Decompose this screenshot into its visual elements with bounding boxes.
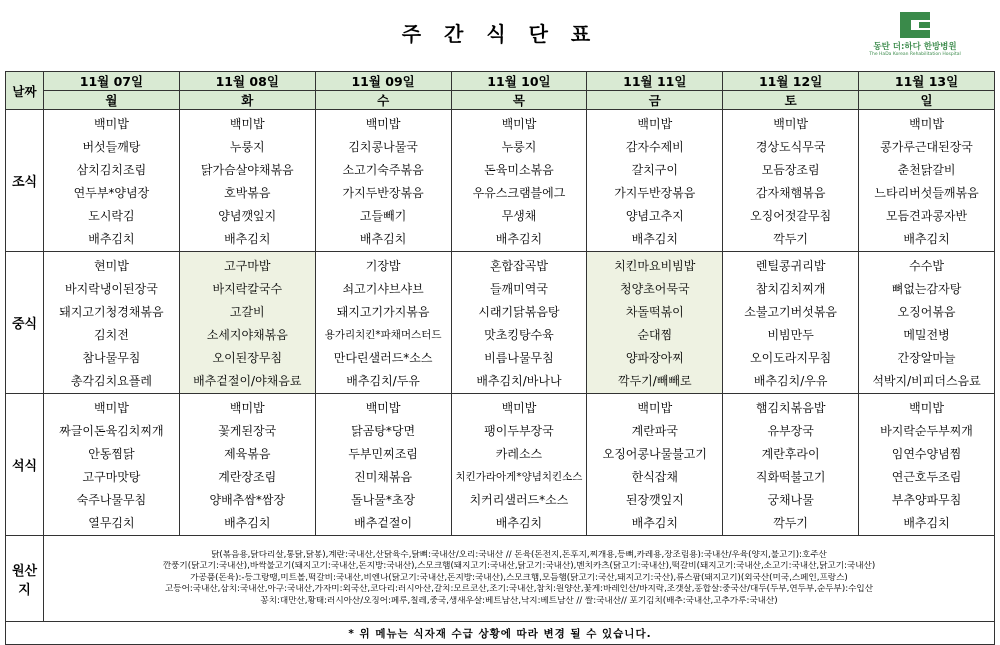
menu-item: 오징어젓갈무침	[750, 209, 832, 223]
menu-item: 닭가슴살야채볶음	[200, 163, 294, 177]
menu-item: 짜글이돈육김치찌개	[59, 424, 164, 438]
menu-item: 들깨미역국	[489, 282, 548, 296]
dinner-menu-cell	[451, 394, 587, 536]
menu-item: 두부민찌조림	[348, 447, 418, 461]
menu-item: 꽃게된장국	[218, 424, 277, 438]
menu-item: 돼지고기청경채볶음	[59, 305, 164, 319]
menu-item: 닭곰탕*당면	[351, 424, 416, 438]
menu-item: 소세지야채볶음	[206, 328, 288, 342]
menu-item: 백미밥	[94, 401, 129, 415]
menu-item: 오징어볶음	[897, 305, 956, 319]
menu-item: 백미밥	[909, 117, 944, 131]
menu-item: 배추김치	[224, 232, 271, 246]
menu-item: 양배추쌈*쌈장	[209, 493, 286, 507]
menu-item: 참치김치찌개	[755, 282, 826, 296]
menu-item: 모듬견과콩자반	[885, 209, 968, 223]
menu-item: 고구마맛탕	[82, 470, 141, 484]
notice-row	[6, 622, 995, 645]
dinner-row	[6, 394, 995, 536]
breakfast-menu-cell	[179, 110, 315, 252]
menu-item: 양파장아찌	[625, 351, 684, 365]
menu-item: 백미밥	[637, 401, 673, 415]
menu-item: 배추김치/우유	[753, 374, 828, 388]
menu-item: 바지락순두부찌개	[880, 424, 973, 438]
dinner-menu-cell	[44, 394, 180, 536]
menu-item: 메밀전병	[903, 328, 950, 342]
menu-item: 계란장조림	[218, 470, 277, 484]
menu-item: 팽이두부장국	[484, 424, 554, 438]
menu-item: 배추김치	[631, 232, 678, 246]
menu-item: 배추김치	[224, 516, 271, 530]
origin-label: 원산지	[6, 536, 44, 622]
menu-item: 배추김치	[88, 232, 135, 246]
menu-item: 양념깻잎지	[218, 209, 277, 223]
menu-item: 계란후라이	[761, 447, 820, 461]
dinner-menu-cell	[723, 394, 859, 536]
menu-item: 백미밥	[501, 401, 537, 415]
menu-item: 청양초어묵국	[620, 282, 690, 296]
menu-item: 백미밥	[94, 117, 129, 131]
breakfast-menu-cell	[44, 110, 180, 252]
origin-line: 닭(볶음용,닭다리살,통닭,닭봉),계란:국내산,산닭육수,닭뼈:국내산/오리:국내산 // 돈육(돈전지,돈후지,찌개용,등뼈,카레용,장조림용):국내산/우육(양지,불고기):호주산	[211, 549, 827, 560]
date-cell: 11월 07일	[44, 72, 180, 91]
menu-item: 소불고기버섯볶음	[744, 305, 838, 319]
lunch-menu-cell	[315, 252, 451, 394]
menu-item: 경상도식무국	[755, 140, 826, 154]
menu-item: 깍두기	[773, 232, 809, 246]
breakfast-row	[6, 110, 995, 252]
menu-item: 직화떡불고기	[755, 470, 826, 484]
date-cell: 11월 11일	[587, 72, 723, 91]
menu-item: 삼치김치조림	[76, 163, 147, 177]
menu-item: 현미밥	[94, 259, 129, 273]
menu-item: 누룽지	[229, 140, 265, 154]
origin-line: 깐풍기(닭고기:국내산),바싹불고기(돼지고기:국내산,돈지방:국내산),스모크햄(돼지고기:국내산,닭고기:국내산),멘치카츠(닭고기:국내산),떡갈비(돼지고기:국내산,소고기:국내산,닭고기:국내산)	[162, 561, 876, 572]
date-row	[6, 72, 995, 91]
menu-item: 햄김치볶음밥	[755, 401, 826, 415]
menu-item: 배추김치	[631, 516, 678, 530]
menu-item: 석박지/비피더스음료	[872, 374, 981, 388]
dinner-menu-cell	[859, 394, 995, 536]
hospital-subtitle: The HaDa Korean Rehabilitation Hospital	[869, 52, 961, 57]
menu-item: 열무김치	[88, 516, 135, 530]
date-cell: 11월 09일	[315, 72, 451, 91]
menu-item: 백미밥	[229, 401, 265, 415]
menu-item: 수수밥	[909, 259, 944, 273]
lunch-menu-cell	[859, 252, 995, 394]
menu-item: 오이된장무침	[212, 351, 283, 365]
breakfast-menu-cell	[315, 110, 451, 252]
menu-item: 용가리치킨*파채머스터드	[324, 329, 442, 341]
hospital-logo-icon	[900, 12, 930, 38]
origin-info	[44, 536, 995, 622]
menu-item: 참나물무침	[82, 351, 141, 365]
lunch-label: 중식	[6, 252, 44, 394]
menu-item: 궁채나물	[767, 493, 814, 507]
menu-item: 돌나물*초장	[351, 493, 416, 507]
hospital-name: 동탄 더:하다 한방병원	[873, 42, 957, 52]
origin-line: 고등어:국내산,삼치:국내산,아구:국내산,가자미:외국산,코다리:러시아산,갈치:모르코산,조기:국내산,참치:원양산,꽃게:바레인산/바지락,조갯살,홍합살:중국산/대두(두부,연두부,순두부):수입산	[164, 584, 874, 595]
date-cell: 11월 10일	[451, 72, 587, 91]
menu-item: 양념고추지	[625, 209, 684, 223]
menu-item: 차돌떡볶이	[625, 305, 684, 319]
menu-item: 맛초킹탕수육	[484, 328, 554, 342]
lunch-menu-cell	[179, 252, 315, 394]
menu-item: 배추겉절이	[354, 516, 413, 530]
weekly-menu-table	[5, 71, 995, 645]
weekday-row	[6, 91, 995, 110]
menu-item: 시래기닭볶음탕	[478, 305, 560, 319]
menu-item: 한식잡채	[631, 470, 678, 484]
breakfast-menu-cell	[451, 110, 587, 252]
menu-item: 오징어콩나물불고기	[602, 447, 707, 461]
menu-item: 감자수제비	[625, 140, 684, 154]
menu-item: 총각김치요플레	[70, 374, 152, 388]
menu-item: 도시락김	[88, 209, 135, 223]
page-title: 주 간 식 단 표	[401, 22, 599, 46]
weekday-cell: 월	[44, 91, 180, 110]
menu-item: 돼지고기가지볶음	[336, 305, 430, 319]
menu-item: 배추김치/두유	[346, 374, 420, 388]
lunch-menu-cell	[723, 252, 859, 394]
menu-item: 치킨가라아게*양념치킨소스	[455, 471, 583, 483]
menu-item: 모듬장조림	[761, 163, 820, 177]
menu-item: 배추김치	[495, 232, 543, 246]
menu-item: 춘천닭갈비	[897, 163, 956, 177]
menu-item: 가지두반장볶음	[342, 186, 424, 200]
weekday-cell: 토	[723, 91, 859, 110]
menu-item: 백미밥	[637, 117, 673, 131]
menu-item: 바지락칼국수	[212, 282, 283, 296]
menu-item: 버섯들깨탕	[82, 140, 141, 154]
menu-item: 누룽지	[501, 140, 537, 154]
breakfast-menu-cell	[859, 110, 995, 252]
menu-item: 계란파국	[631, 424, 678, 438]
dinner-menu-cell	[587, 394, 723, 536]
dinner-menu-cell	[315, 394, 451, 536]
menu-item: 고들빼기	[359, 209, 407, 223]
menu-item: 김치전	[94, 328, 129, 342]
menu-item: 비름나물무침	[484, 351, 554, 365]
menu-item: 갈치구이	[631, 163, 678, 177]
menu-item: 기장밥	[365, 259, 401, 273]
menu-item: 순대찜	[637, 328, 673, 342]
menu-item: 백미밥	[365, 117, 401, 131]
menu-item: 간장알마늘	[897, 351, 956, 365]
menu-item: 안동찜닭	[88, 447, 135, 461]
menu-item: 배추김치	[359, 232, 407, 246]
menu-item: 우유스크램블에그	[472, 186, 566, 200]
dinner-menu-cell	[179, 394, 315, 536]
menu-item: 느타리버섯들깨볶음	[874, 186, 979, 200]
menu-item: 카레소스	[495, 447, 543, 461]
menu-item: 연두부*양념장	[73, 186, 150, 200]
menu-item: 백미밥	[365, 401, 401, 415]
menu-item: 렌틸콩귀리밥	[755, 259, 826, 273]
weekday-cell: 금	[587, 91, 723, 110]
origin-row	[6, 536, 995, 622]
breakfast-menu-cell	[587, 110, 723, 252]
menu-item: 깍두기	[773, 516, 809, 530]
menu-item: 치킨마요비빔밥	[614, 259, 696, 273]
menu-item: 유부장국	[767, 424, 814, 438]
menu-item: 배추김치	[903, 516, 950, 530]
lunch-menu-cell	[587, 252, 723, 394]
menu-item: 고구마밥	[224, 259, 271, 273]
menu-item: 된장깻잎지	[625, 493, 684, 507]
weekday-cell: 수	[315, 91, 451, 110]
weekday-cell: 일	[859, 91, 995, 110]
menu-item: 배추겉절이/야채음료	[193, 374, 302, 388]
date-cell: 11월 08일	[179, 72, 315, 91]
date-cell: 11월 12일	[723, 72, 859, 91]
dinner-label: 석식	[6, 394, 44, 536]
origin-line: 꽁치:대만산,황태:러시아산/오징어:페루,칠레,중국,생새우살:베트남산,낙지:베트남산 // 쌀:국내산// 포기김치(배추:국내산,고추가루:국내산)	[260, 595, 778, 606]
date-cell: 11월 13일	[859, 72, 995, 91]
menu-item: 콩가루근대된장국	[880, 140, 973, 154]
origin-line: 가공품(돈육):-등그랑땡,미트볼,떡갈비:국내산,비엔나(닭고기:국내산,돈지방:국내산),스모크햄,모듬햄(닭고기:국산,돼지고기:국산),류스팜(돼지고기)(외국산(미국,스페인,프랑스)	[190, 572, 848, 583]
weekday-cell: 목	[451, 91, 587, 110]
menu-item: 배추김치	[903, 232, 950, 246]
menu-item: 무생채	[501, 209, 537, 223]
menu-item: 백미밥	[909, 401, 944, 415]
menu-item: 뼈없는감자탕	[891, 282, 962, 296]
breakfast-label: 조식	[6, 110, 44, 252]
lunch-row	[6, 252, 995, 394]
menu-item: 호박볶음	[224, 186, 271, 200]
menu-item: 비빔만두	[767, 328, 814, 342]
date-label: 날짜	[6, 72, 44, 110]
menu-item: 오이도라지무침	[750, 351, 832, 365]
menu-item: 배추김치	[495, 516, 543, 530]
menu-item: 돈육미소볶음	[484, 163, 554, 177]
menu-item: 김치콩나물국	[348, 140, 418, 154]
menu-item: 백미밥	[773, 117, 809, 131]
menu-item: 진미채볶음	[354, 470, 413, 484]
menu-item: 치커리샐러드*소스	[469, 493, 569, 507]
menu-item: 감자채햄볶음	[755, 186, 826, 200]
lunch-menu-cell	[451, 252, 587, 394]
menu-item: 임연수양념찜	[891, 447, 962, 461]
menu-item: 숙주나물무침	[76, 493, 147, 507]
weekday-cell: 화	[179, 91, 315, 110]
menu-item: 만다린샐러드*소스	[333, 351, 433, 365]
menu-item: 혼합잡곡밥	[489, 259, 548, 273]
menu-item: 바지락냉이된장국	[65, 282, 158, 296]
lunch-menu-cell	[44, 252, 180, 394]
menu-item: 제육볶음	[224, 447, 271, 461]
menu-item: 백미밥	[229, 117, 265, 131]
breakfast-menu-cell	[723, 110, 859, 252]
menu-item: 연근호두조림	[891, 470, 962, 484]
menu-item: 가지두반장볶음	[614, 186, 696, 200]
hospital-logo	[860, 12, 970, 57]
menu-item: 소고기숙주볶음	[342, 163, 424, 177]
menu-change-notice: * 위 메뉴는 식자재 수급 상황에 따라 변경 될 수 있습니다.	[6, 622, 995, 645]
menu-item: 고갈비	[229, 305, 265, 319]
menu-item: 배추김치/바나나	[476, 374, 562, 388]
menu-item: 쇠고기샤브샤브	[342, 282, 424, 296]
menu-item: 백미밥	[501, 117, 537, 131]
menu-item: 부추양파무침	[891, 493, 962, 507]
menu-item: 깍두기/빼빼로	[617, 374, 692, 388]
